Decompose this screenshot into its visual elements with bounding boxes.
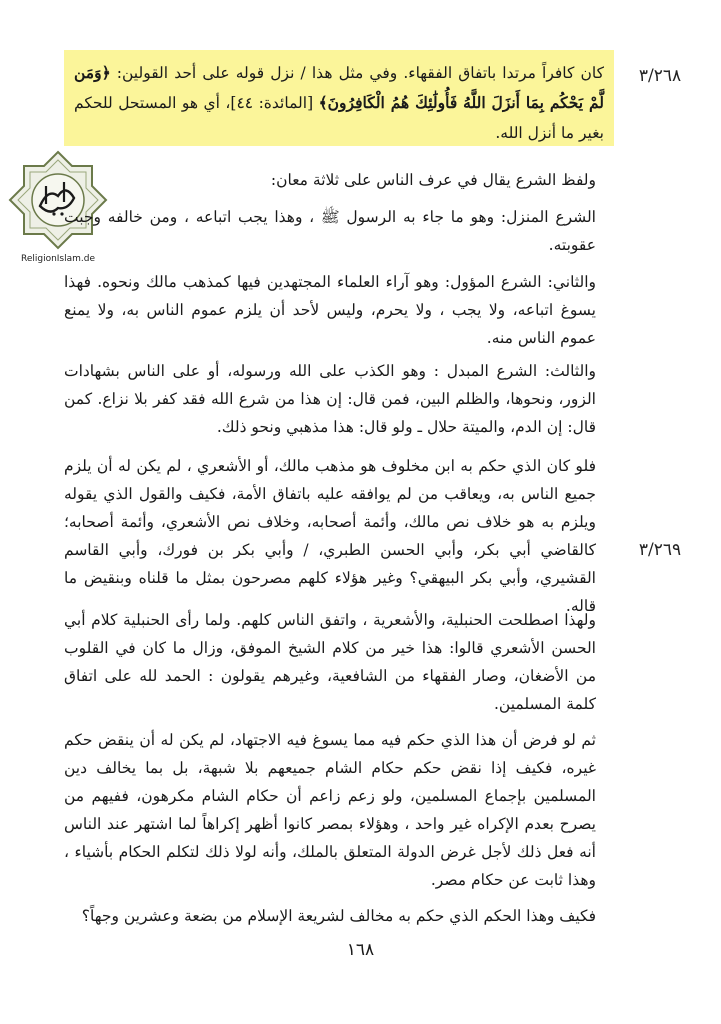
margin-reference-1: ٣/٢٦٨	[638, 66, 682, 86]
paragraph-text: الشرع المنزل: وهو ما جاء به الرسول ﷺ ، وهذا يجب اتباعه ، ومن خالفه وجبت عقوبته.	[64, 208, 596, 254]
logo-caption: ReligionIslam.de	[20, 254, 96, 264]
paragraph-text: ولهذا اصطلحت الحنبلية، والأشعرية ، واتفق الناس كلهم. ولما رأى الحنبلية كلام أبي الحسن الأشعري قالوا: هذا خير من كلام الشيخ الموفق، وزال ما كان في القلوب من الأضغان، وصار الفقهاء من الشافعية، وغيرهم يقولون : الحمد لله على اتفاق كلمة المسلمين.	[64, 611, 596, 713]
paragraph-intro	[118, 166, 614, 194]
paragraph-text: فكيف وهذا الحكم الذي حكم به مخالف لشريعة الإسلام من بضعة وعشرين وجهاً؟	[81, 907, 596, 925]
highlighted-passage	[64, 50, 614, 146]
paragraph-conclusion	[64, 902, 614, 930]
quran-verse: ﴿وَمَن لَّمْ يَحْكُم بِمَا أَنزَلَ اللَّهُ فَأُولَٰئِكَ هُمُ الْكَافِرُونَ﴾	[74, 63, 604, 112]
paragraph-text: والثالث: الشرع المبدل : وهو الكذب على الله ورسوله، أو على الناس بشهادات الزور، ونحوها، والظلم البين، فمن قال: إن هذا من شرع الله فقد كفر بلا نزاع. كمن قال: إن الدم، والميتة حلال ـ ولو قال: هذا مذهبي ونحو ذلك.	[64, 362, 596, 436]
paragraph-text: فلو كان الذي حكم به ابن مخلوف هو مذهب مالك، أو الأشعري ، لم يكن له أن يلزم جميع الناس به، ويعاقب من لم يوافقه عليه باتفاق الأمة، فكيف والقول الذي يقوله ويلزم به هو خلاف نص مالك، وأئمة أصحابه، وخلاف نص الأشعري، وأئمة أصحابه؛ كالقاضي أبي بكر، وأبي الحسن الطبري، / وأبي بكر بن فورك، وأبي القاسم القشيري، وأبي بكر البيهقي؟ وغير هؤلاء كلهم مصرحون بمثل ما قلناه وبنقيض ما قاله.	[64, 457, 596, 615]
paragraph-revealed-sharia	[64, 203, 614, 259]
paragraph-second-meaning	[64, 268, 614, 352]
paragraph-text: والثاني: الشرع المؤول: وهو آراء العلماء المجتهدين فيها كمذهب مالك ونحوه. فهذا يسوغ اتباعه، ولا يجب ، ولا يحرم، وليس لأحد أن يلزم عموم الناس به، ولا يمنع عموم الناس منه.	[64, 273, 596, 347]
passage-text-before: كان كافراً مرتدا باتفاق الفقهاء. وفي مثل هذا / نزل قوله على أحد القولين:	[110, 64, 604, 82]
paragraph-ibn-makhluf	[64, 452, 614, 620]
paragraph-third-meaning	[64, 357, 614, 441]
paragraph-ijtihad	[64, 726, 614, 894]
margin-reference-2: ٣/٢٦٩	[638, 540, 682, 560]
page-number: ١٦٨	[346, 940, 375, 960]
passage-text-after: [المائدة: ٤٤]، أي هو المستحل للحكم بغير ما أنزل الله.	[74, 94, 604, 142]
paragraph-text: ثم لو فرض أن هذا الذي حكم فيه مما يسوغ فيه الاجتهاد، لم يكن له أن ينقض حكم غيره، فكيف إذا نقض حكم حكام الشام جميعهم بلا شبهة، بل بما يخالف دين المسلمين بإجماع المسلمين، ولو زعم زاعم أن حكام الشام مكرهون، ففيهم من يصرح بعدم الإكراه غير واحد ، وهؤلاء بمصر كانوا أظهر إكراهاً لما اشتهر عند الناس أنه فعل ذلك لأجل غرض الدولة المتعلق بالملك، وأنه لولا ذلك لتكلم الحكام بأشياء ، وهذا ثابت عن حكام مصر.	[64, 731, 596, 889]
paragraph-text: ولفظ الشرع يقال في عرف الناس على ثلاثة معان:	[270, 171, 596, 189]
paragraph-reconciliation	[64, 606, 614, 718]
